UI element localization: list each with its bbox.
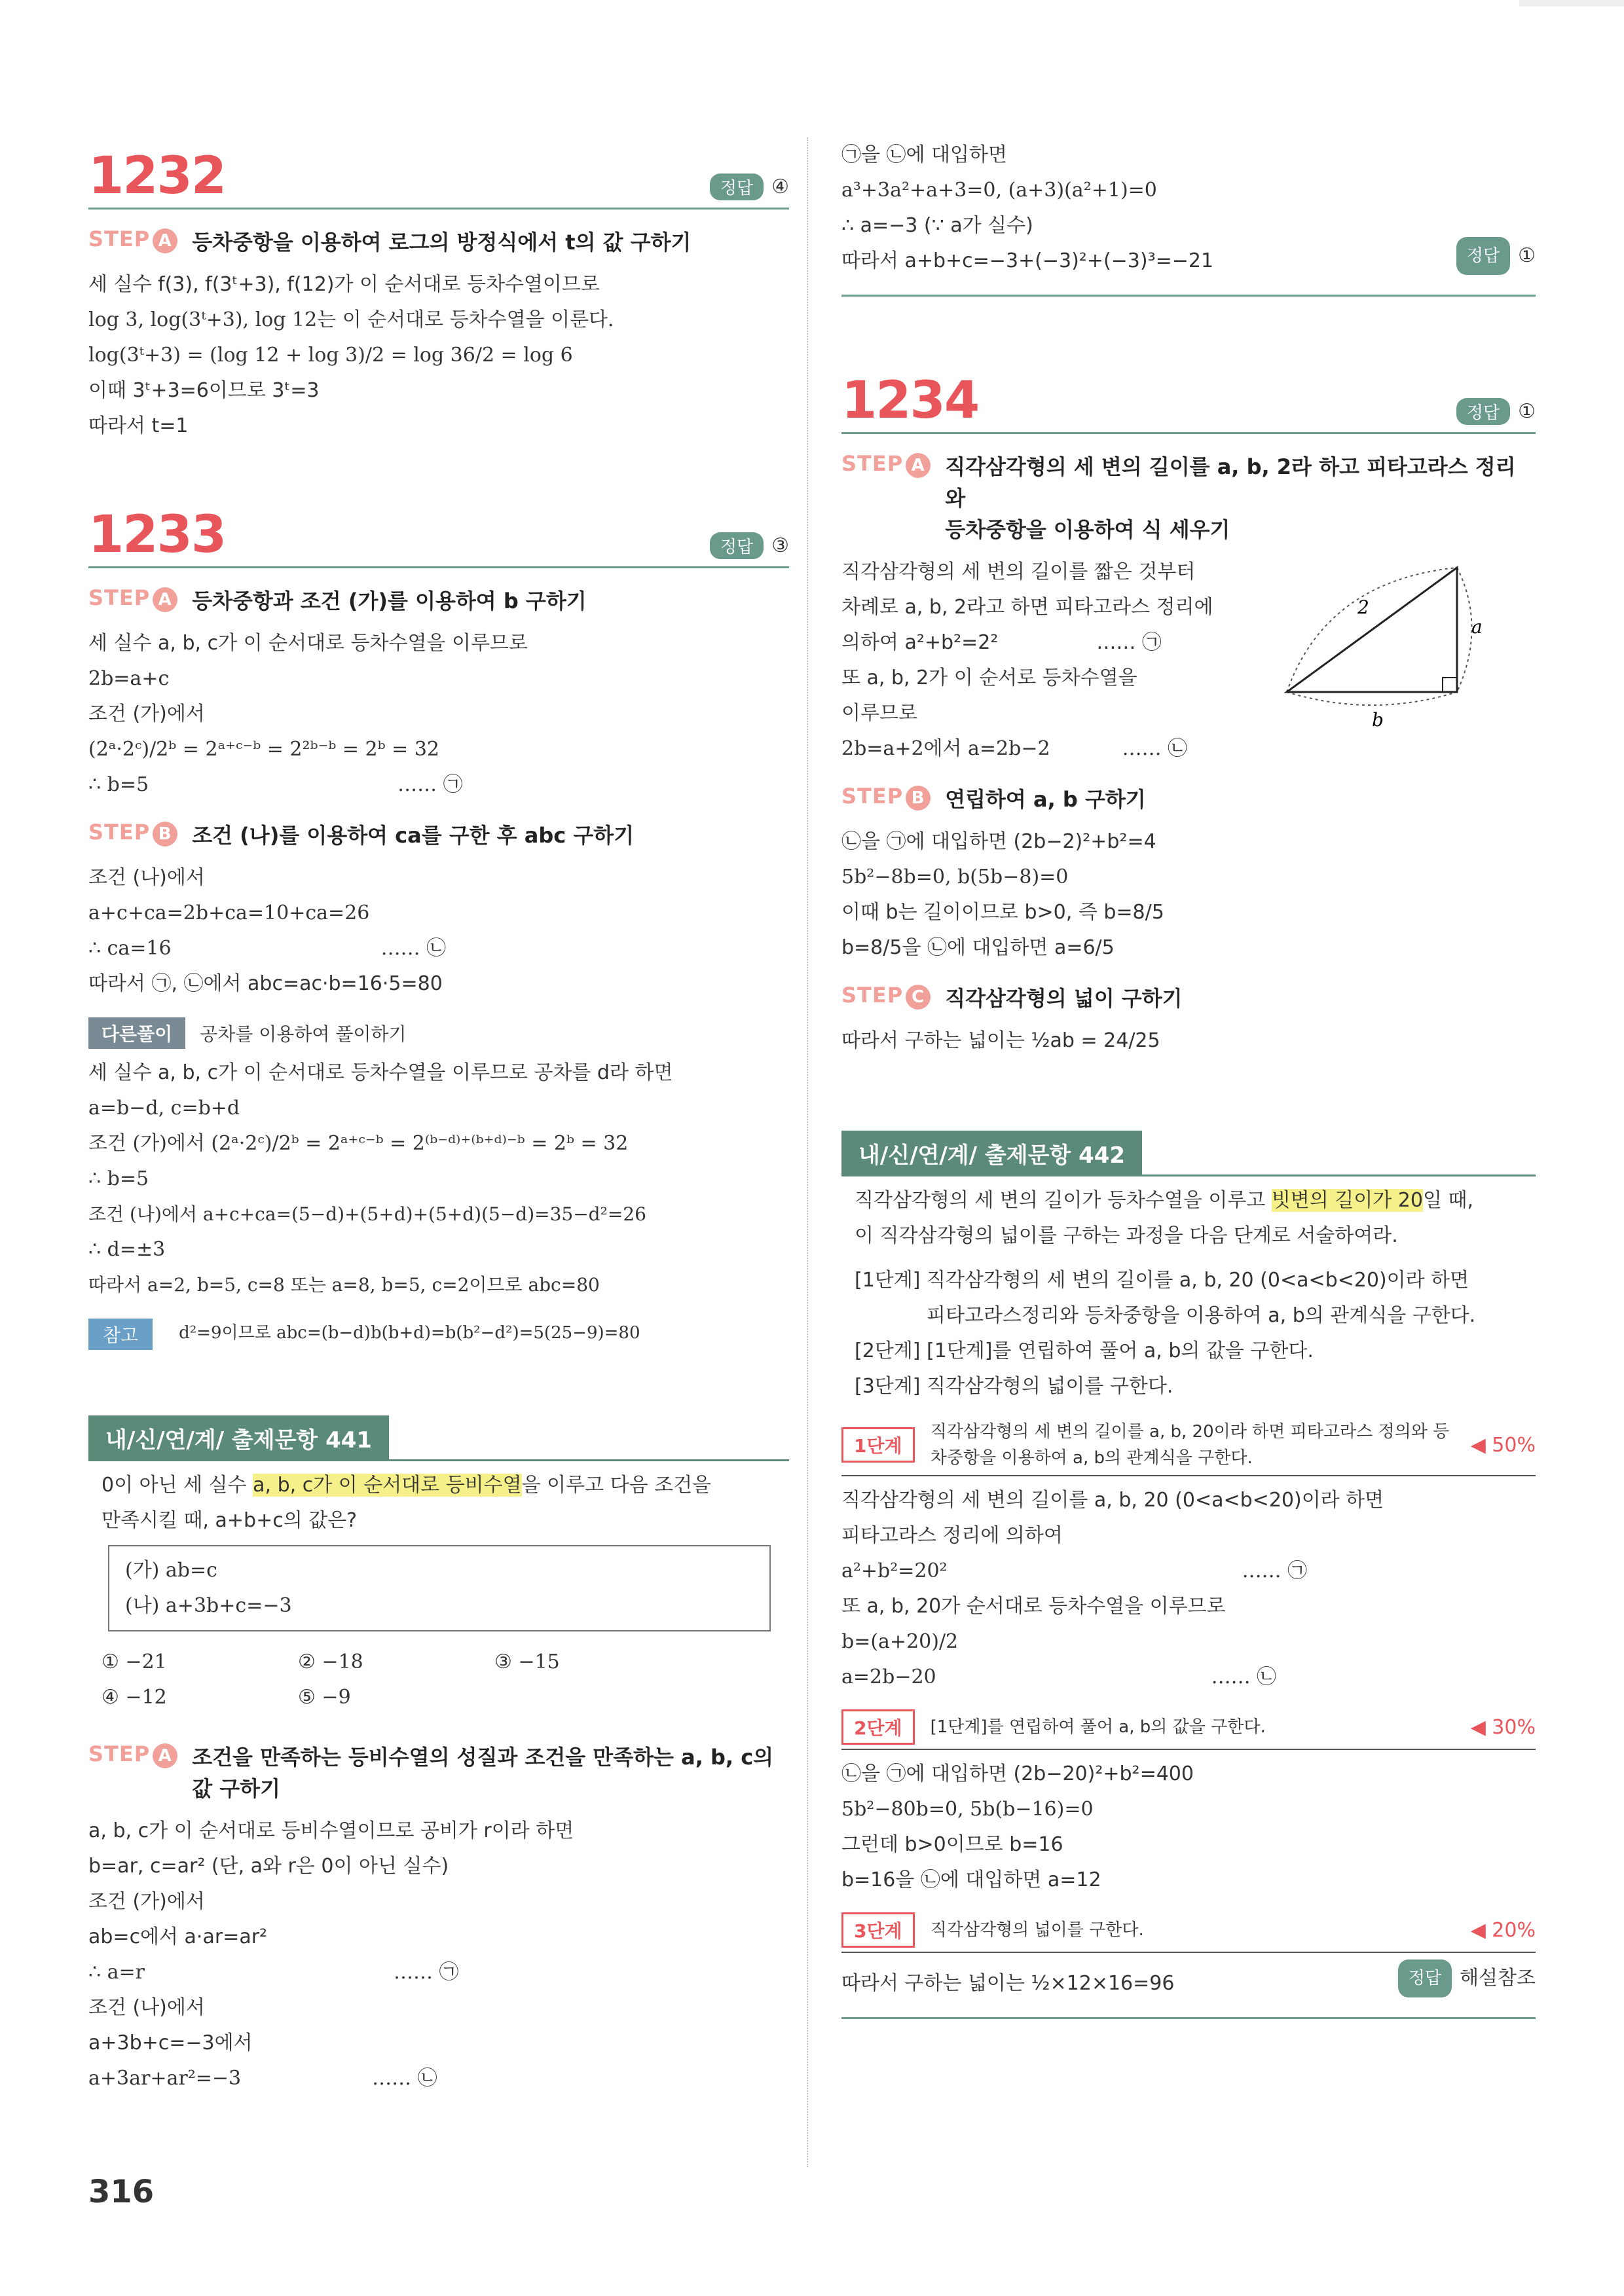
solution-line: 2b=a+c (88, 667, 170, 690)
answer-tag: 정답 (1456, 398, 1510, 425)
solution-line: a, b, c가 이 순서대로 등비수열이므로 공비가 r이라 하면 (88, 1819, 574, 1842)
solution-line: (2ᵃ·2ᶜ)/2ᵇ = 2ᵃ⁺ᶜ⁻ᵇ = 2²ᵇ⁻ᵇ = 2ᵇ = 32 (88, 738, 440, 761)
condition: (가) ab=c (125, 1559, 217, 1582)
solution-line: 5b²−80b=0, 5b(b−16)=0 (841, 1798, 1094, 1821)
step-a (88, 1741, 789, 1804)
answer-badge (1456, 398, 1536, 425)
answer-value: ① (1518, 400, 1536, 423)
question-line: 이 직각삼각형의 넓이를 구하는 과정을 다음 단계로 서술하여라. (855, 1224, 1398, 1247)
solution-line: ∴ ca=16 …… ㉡ (88, 937, 447, 960)
choice: ③ −15 (494, 1650, 560, 1673)
solution-line: 그런데 b>0이므로 b=16 (841, 1833, 1063, 1856)
condition: (나) a+3b+c=−3 (125, 1594, 292, 1617)
header-rule (841, 432, 1536, 434)
problem-1232-header (88, 137, 789, 210)
solution-line: 따라서 a+b+c=−3+(−3)²+(−3)³=−21 정답 ① (841, 244, 1536, 279)
alt-solution-header (88, 1017, 789, 1049)
right-triangle-figure (1274, 555, 1490, 731)
solution-line: 세 실수 f(3), f(3ᵗ+3), f(12)가 이 순서대로 등차수열이므로 (88, 273, 600, 296)
problem-number: 1234 (841, 371, 979, 430)
stage-percent: ◀ 30% (1470, 1715, 1536, 1739)
linked-question-tab: 내/신/연/계/ 출제문항 442 (841, 1131, 1142, 1176)
solution-line: 차례로 a, b, 2라고 하면 피타고라스 정리에 (841, 596, 1213, 619)
label-b: b (1372, 709, 1384, 731)
choice: ② −18 (298, 1650, 363, 1673)
solution-line: 따라서 t=1 (88, 414, 189, 437)
instruction-line: [1단계] 직각삼각형의 세 변의 길이를 a, b, 20 (0<a<b<20)이라 하면 (855, 1269, 1469, 1292)
step-title: 연립하여 a, b 구하기 (945, 787, 1146, 812)
solution-line: ab=c에서 a·ar=ar² (88, 1925, 268, 1948)
solution-line: 의하여 a²+b²=2² …… ㉠ (841, 631, 1162, 654)
solution-line: 또 a, b, 2가 이 순서로 등차수열을 (841, 666, 1137, 689)
stage-text: 직각삼각형의 넓이를 구한다. (930, 1920, 1144, 1940)
solution-line: 따라서 구하는 넓이는 ½×12×16=96 정답 해설참조 (841, 1966, 1536, 2001)
choice: ④ −12 (101, 1686, 167, 1709)
step-title: 조건 (나)를 이용하여 ca를 구한 후 abc 구하기 (192, 823, 635, 848)
step-a (88, 227, 789, 258)
section-rule (841, 1175, 1536, 1176)
answer-tag: 정답 (710, 532, 764, 559)
linked-question-tab: 내/신/연/계/ 출제문항 441 (88, 1415, 389, 1461)
linked-question-442-header (841, 1131, 1536, 1183)
step-a (841, 451, 1536, 545)
solution-line: a+3ar+ar²=−3 …… ㉡ (88, 2067, 437, 2090)
stage-percent: ◀ 50% (1470, 1433, 1536, 1457)
step-label: STEP C (841, 983, 931, 1010)
condition-box (108, 1545, 771, 1631)
stage-percent: ◀ 20% (1470, 1918, 1536, 1942)
right-column (841, 137, 1536, 2019)
step-label: STEP A (841, 451, 931, 478)
header-rule (88, 566, 789, 568)
solution-line: b=8/5을 ㉡에 대입하면 a=6/5 (841, 936, 1115, 959)
stage-label: 1단계 (841, 1427, 915, 1463)
note-box (88, 1319, 789, 1350)
alt-title: 공차를 이용하여 풀이하기 (200, 1023, 407, 1045)
stage-label: 2단계 (841, 1709, 915, 1745)
solution-line: 조건 (가)에서 (88, 1890, 205, 1913)
step-title: 조건을 만족하는 등비수열의 성질과 조건을 만족하는 a, b, c의 값 구하기 (192, 1745, 774, 1801)
solution-line: 세 실수 a, b, c가 이 순서대로 등차수열을 이루므로 (88, 632, 528, 655)
solution-line: 2b=a+2에서 a=2b−2 …… ㉡ (841, 737, 1188, 760)
problem-1234-header (841, 362, 1536, 434)
section-rule (88, 1459, 789, 1461)
solution-line: 따라서 구하는 넓이는 ½ab = 24/25 (841, 1029, 1160, 1052)
step-title: 등차중항과 조건 (가)를 이용하여 b 구하기 (192, 589, 587, 613)
stage-text: [1단계]를 연립하여 풀어 a, b의 값을 구한다. (930, 1717, 1266, 1737)
note-tag: 참고 (88, 1319, 153, 1350)
right-angle-mark (1443, 678, 1457, 692)
answer-value: ③ (771, 534, 789, 557)
solution-line: a+c+ca=2b+ca=10+ca=26 (88, 902, 370, 924)
solution-line: b=ar, c=ar² (단, a와 r은 0이 아닌 실수) (88, 1855, 449, 1878)
solution-line: log(3ᵗ+3) = (log 12 + log 3)/2 = log 36/2 = log 6 (88, 344, 573, 367)
solution-line: 따라서 ㉠, ㉡에서 abc=ac·b=16·5=80 (88, 972, 443, 995)
solution-line: 조건 (가)에서 (2ᵃ·2ᶜ)/2ᵇ = 2ᵃ⁺ᶜ⁻ᵇ = 2⁽ᵇ⁻ᵈ⁾⁺⁽ᵇ⁺ᵈ⁾⁻ᵇ = 2ᵇ = 32 (88, 1132, 629, 1155)
step-label: STEP B (88, 820, 177, 847)
step-title: 등차중항을 이용하여 로그의 방정식에서 t의 값 구하기 (192, 230, 692, 255)
solution-line: ∴ a=r …… ㉠ (88, 1961, 459, 1984)
answer-value: ④ (771, 175, 789, 198)
stage-2-bar (841, 1709, 1536, 1750)
step-label: STEP B (841, 784, 931, 811)
answer-badge (710, 532, 789, 559)
solution-line: 세 실수 a, b, c가 이 순서대로 등차수열을 이루므로 공차를 d라 하면 (88, 1061, 673, 1084)
choices (101, 1645, 789, 1715)
stage-1-bar (841, 1419, 1536, 1476)
stage-label: 3단계 (841, 1912, 915, 1948)
solution-line: 이때 b는 길이이므로 b>0, 즉 b=8/5 (841, 901, 1164, 924)
solution-line: a+3b+c=−3에서 (88, 2032, 253, 2054)
step-a-body (841, 555, 1536, 767)
highlight: 빗변의 길이가 20 (1271, 1189, 1423, 1212)
answer-badge: 정답 해설참조 (1398, 1959, 1536, 1997)
step-label: STEP A (88, 585, 177, 612)
problem-number: 1232 (88, 147, 226, 206)
header-rule (88, 208, 789, 210)
answer-badge: 정답 ① (1456, 237, 1536, 275)
solution-line: a=2b−20 …… ㉡ (841, 1666, 1277, 1688)
stage-text: 직각삼각형의 세 변의 길이를 a, b, 20이라 하면 피타고라스 정의와 등차중항을 이용하여 a, b의 관계식을 구한다. (930, 1422, 1450, 1468)
solution-line: ㉡을 ㉠에 대입하면 (2b−2)²+b²=4 (841, 830, 1156, 853)
triangle (1287, 568, 1457, 692)
column-divider (807, 137, 808, 2167)
solution-line: a³+3a²+a+3=0, (a+3)(a²+1)=0 (841, 179, 1157, 202)
step-a (88, 585, 789, 617)
step-title: 직각삼각형의 세 변의 길이를 a, b, 2라 하고 피타고라스 정리와 등차중항을 이용하여 식 세우기 (945, 454, 1516, 542)
label-a: a (1471, 616, 1483, 638)
solution-line: 직각삼각형의 세 변의 길이를 a, b, 20 (0<a<b<20)이라 하면 (841, 1489, 1384, 1512)
instruction-line: [2단계] [1단계]를 연립하여 풀어 a, b의 값을 구한다. (855, 1339, 1314, 1362)
answer-badge (710, 173, 789, 200)
step-label: STEP A (88, 227, 177, 253)
solution-line: 이때 3ᵗ+3=6이므로 3ᵗ=3 (88, 379, 320, 402)
stage-instructions (841, 1263, 1536, 1404)
side-a-arc (1457, 568, 1472, 692)
solution-line: log 3, log(3ᵗ+3), log 12는 이 순서대로 등차수열을 이룬다. (88, 308, 614, 331)
question-line: 0이 아닌 세 실수 a, b, c가 이 순서대로 등비수열을 이루고 다음 조건을 (101, 1474, 712, 1497)
solution-line: a=b−d, c=b+d (88, 1097, 240, 1120)
problem-number: 1233 (88, 505, 226, 564)
solution-line: b=(a+20)/2 (841, 1630, 959, 1653)
solution-line: ㉠을 ㉡에 대입하면 (841, 143, 1007, 166)
page-number: 316 (88, 2174, 155, 2210)
instruction-line: [3단계] 직각삼각형의 넓이를 구한다. (855, 1375, 1173, 1398)
solution-line: ∴ b=5 …… ㉠ (88, 773, 463, 796)
problem-1233-header (88, 496, 789, 568)
solution-line: 5b²−8b=0, b(5b−8)=0 (841, 866, 1069, 888)
highlight: a, b, c가 이 순서대로 등비수열 (253, 1474, 522, 1497)
label-hyp: 2 (1357, 596, 1369, 618)
solution-line: ∴ d=±3 (88, 1238, 166, 1261)
step-b (88, 820, 789, 851)
note-text: d²=9이므로 abc=(b−d)b(b+d)=b(b²−d²)=5(25−9)=80 (179, 1323, 640, 1343)
solution-line: a²+b²=20² …… ㉠ (841, 1559, 1308, 1582)
solution-line: ㉡을 ㉠에 대입하면 (2b−20)²+b²=400 (841, 1762, 1194, 1785)
solution-line: 피타고라스 정리에 의하여 (841, 1524, 1063, 1547)
stage-3-bar (841, 1912, 1536, 1953)
solution-line: b=16을 ㉡에 대입하면 a=12 (841, 1868, 1101, 1891)
solution-line: 이루므로 (841, 702, 917, 725)
corner-strip (1519, 0, 1624, 7)
alt-tag: 다른풀이 (88, 1017, 185, 1049)
solution-line: 조건 (나)에서 a+c+ca=(5−d)+(5+d)+(5+d)(5−d)=35−d²=26 (88, 1203, 646, 1225)
solution-line: ∴ b=5 (88, 1167, 149, 1190)
solution-line: 조건 (나)에서 (88, 866, 205, 889)
end-rule (841, 2017, 1536, 2019)
choice: ① −21 (101, 1650, 167, 1673)
question-line: 만족시킬 때, a+b+c의 값은? (101, 1509, 358, 1532)
side-b-arc (1287, 692, 1457, 705)
step-label: STEP A (88, 1741, 177, 1768)
step-b (841, 784, 1536, 815)
solution-line: 조건 (나)에서 (88, 1996, 205, 2019)
end-rule (841, 295, 1536, 297)
linked-question-441-header (88, 1415, 789, 1468)
solution-line: 따라서 a=2, b=5, c=8 또는 a=8, b=5, c=2이므로 abc=80 (88, 1274, 600, 1296)
left-column (88, 137, 789, 2096)
solution-line: 직각삼각형의 세 변의 길이를 짧은 것부터 (841, 560, 1196, 583)
answer-tag: 정답 (710, 173, 764, 200)
question-line: 직각삼각형의 세 변의 길이가 등차수열을 이루고 빗변의 길이가 20일 때, (855, 1189, 1474, 1212)
solution-line: 또 a, b, 20가 순서대로 등차수열을 이루므로 (841, 1595, 1226, 1618)
instruction-line: 피타고라스정리와 등차중항을 이용하여 a, b의 관계식을 구한다. (927, 1304, 1476, 1327)
solution-line: 조건 (가)에서 (88, 702, 205, 725)
step-c (841, 983, 1536, 1014)
solution-line: ∴ a=−3 (∵ a가 실수) (841, 214, 1033, 237)
choice: ⑤ −9 (298, 1686, 351, 1709)
step-title: 직각삼각형의 넓이 구하기 (945, 986, 1183, 1011)
